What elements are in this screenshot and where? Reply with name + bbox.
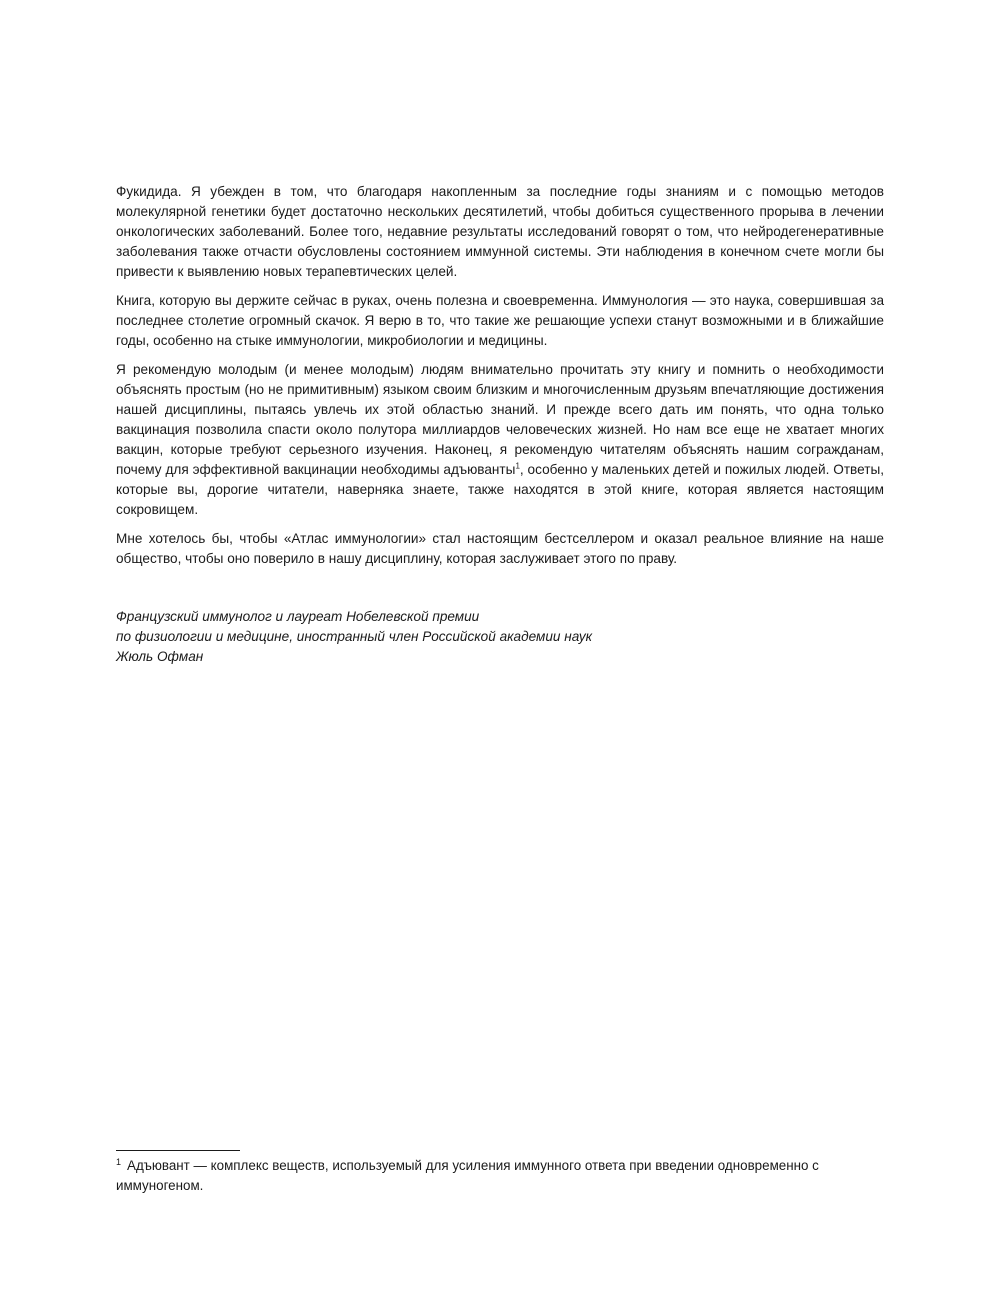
paragraph-3 xyxy=(116,360,884,520)
footnote-text: Адъювант — комплекс веществ, используемый для усиления иммунного ответа при введении одновременно с иммуногеном. xyxy=(116,1158,819,1193)
footnote-reference: 1 xyxy=(515,461,520,471)
paragraph-2: Книга, которую вы держите сейчас в руках, очень полезна и своевременна. Иммунология — это наука, совершившая за последнее столетие огромный скачок. Я верю в то, что такие же решающие успехи станут возможными и в ближайшие годы, особенно на стыке иммунологии, микробиологии и медицины. xyxy=(116,293,884,348)
signature-block xyxy=(116,607,884,667)
signature-title-line-2: по физиологии и медицине, иностранный член Российской академии наук xyxy=(116,629,593,644)
footnote-marker: 1 xyxy=(116,1156,122,1167)
paragraph-4: Мне хотелось бы, чтобы «Атлас иммунологии» стал настоящим бестселлером и оказал реальное влияние на наше общество, чтобы оно поверило в нашу дисциплину, которая заслуживает этого по праву. xyxy=(116,531,884,566)
signature-title-line-1: Французский иммунолог и лауреат Нобелевской премии xyxy=(116,609,480,624)
paragraph-3-text-before-note: Я рекомендую молодым (и менее молодым) людям внимательно прочитать эту книгу и помнить о необходимости объяснять простым (но не примитивным) языком своим близким и многочисленным друзьям впечатляющие достижения нашей дисциплины, пытаясь увлечь их этой областью знаний. И прежде всего дать им понять, что одна только вакцинация позволила спасти около полутора миллиардов человеческих жизней. Но нам все еще не хватает многих вакцин, которые требуют серьезного изучения. Наконец, я рекомендую читателям объяснять нашим согражданам, почему для эффективной вакцинации необходимы адъюванты xyxy=(116,362,884,477)
footnote-divider xyxy=(116,1150,240,1151)
signature-author-name: Жюль Офман xyxy=(116,649,204,664)
main-text xyxy=(116,182,884,667)
paragraph-1: Фукидида. Я убежден в том, что благодаря накопленным за последние годы знаниям и с помощью методов молекулярной генетики будет достаточно нескольких десятилетий, чтобы добиться существенного прорыва в лечении онкологических заболеваний. Более того, недавние результаты исследований говорят о том, что нейродегенеративные заболевания также отчасти обусловлены состоянием иммунной системы. Эти наблюдения в конечном счете могли бы привести к выявлению новых терапевтических целей. xyxy=(116,184,884,279)
paragraph-3-text-after-note: , особенно у маленьких детей и пожилых людей. Ответы, которые вы, дорогие читатели, наверняка знаете, также находятся в этой книге, которая является настоящим сокровищем. xyxy=(116,462,885,517)
footnote xyxy=(116,1156,884,1196)
